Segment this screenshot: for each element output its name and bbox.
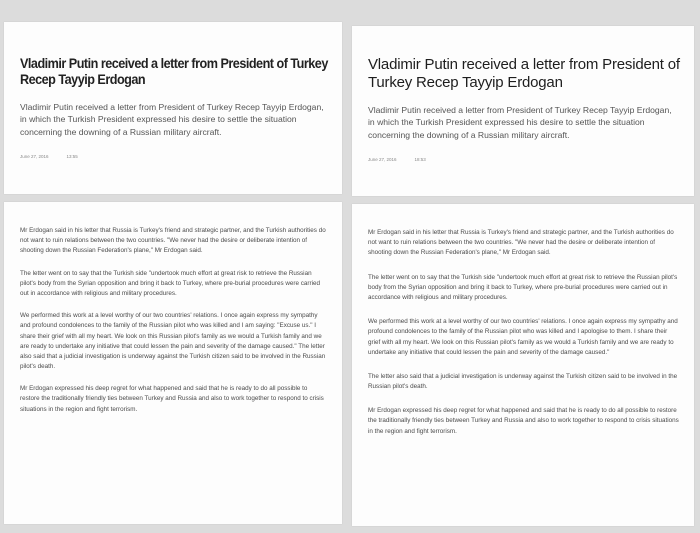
left-article-body	[4, 202, 342, 524]
right-paragraph: Mr Erdogan expressed his deep regret for what happened and said that he is ready to do all possible to restore the traditionally friendly ties between Turkey and Russia and also to work together to respond to crisis situations in the region and fight terrorism.	[368, 407, 679, 435]
left-paragraph: Mr Erdogan expressed his deep regret for what happened and said that he is ready to do all possible to restore the traditionally friendly ties between Turkey and Russia and also to work together to respond to crisis situations in the region and fight terrorism.	[20, 385, 324, 413]
right-article-time: 18:53	[414, 157, 426, 163]
right-paragraph: Mr Erdogan said in his letter that Russia is Turkey's friend and strategic partner, and the Turkish authorities do not want to ruin relations between the two countries. "We never had the desire or deliberate intention of shooting down the Russian Federation's plane," Mr Erdogan said.	[368, 229, 674, 257]
right-article-meta	[368, 157, 680, 162]
right-article-lead: Vladimir Putin received a letter from President of Turkey Recep Tayyip Erdogan, in which the Turkish President expressed his desire to settle the situation concerning the downing of a Russian military aircraft.	[368, 105, 672, 140]
right-paragraph: We performed this work at a level worthy of our two countries' relations. I once again express my sympathy and profound condolences to the family of the Russian pilot who was killed and I apologise to them. I share their grief with all my heart. We look on this Russian pilot's family as we would a Turkish family and we are ready to undertake any initiative that could lessen the pain and severity of the damage caused."	[368, 318, 678, 356]
left-paragraph: The letter went on to say that the Turkish side "undertook much effort at great risk to retrieve the Russian pilot's body from the Syrian opposition and bring it back to Turkey, where pre-burial procedures were carried out in accordance with religious and military procedures.	[20, 269, 320, 297]
left-article-lead: Vladimir Putin received a letter from President of Turkey Recep Tayyip Erdogan, in which the Turkish President expressed his desire to settle the situation concerning the downing of a Russian military aircraft.	[20, 101, 324, 137]
right-article-title: Vladimir Putin received a letter from President of Turkey Recep Tayyip Erdogan	[368, 56, 680, 91]
left-article-date: June 27, 2016	[20, 153, 49, 159]
right-article-body	[352, 204, 694, 526]
left-article-title: Vladimir Putin received a letter from President of Turkey Recep Tayyip Erdogan	[20, 56, 328, 88]
left-article-time: 13:55	[66, 153, 78, 159]
right-article-date: June 27, 2016	[368, 157, 397, 163]
right-article-header	[352, 26, 694, 196]
right-paragraph: The letter went on to say that the Turkish side "undertook much effort at great risk to retrieve the Russian pilot's body from the Syrian opposition and bring it back to Turkey, where pre-burial procedures were carried out in accordance with religious and military procedures.	[368, 273, 678, 301]
left-paragraph: Mr Erdogan said in his letter that Russia is Turkey's friend and strategic partner, and the Turkish authorities do not want to ruin relations between the two countries. "We never had the desire or deliberate intention of shooting down the Russian Federation's plane," Mr Erdogan said.	[20, 227, 326, 255]
left-paragraph: We performed this work at a level worthy of our two countries' relations. I once again express my sympathy and profound condolences to the family of the Russian pilot who was killed and I am saying: "Excuse us." I share their grief with all my heart. We look on this Russian pilot's family as we would a Turkish family and we are ready to undertake any initiative that could lessen the pain and severity of the damage caused." The letter also said that a judicial investigation is underway against the Turkish citizen said to be involved in the Russian pilot's death.	[20, 312, 326, 371]
right-paragraph: The letter also said that a judicial investigation is underway against the Turkish citizen said to be involved in the Russian pilot's death.	[368, 372, 678, 391]
left-article-meta	[20, 154, 328, 159]
left-article-header	[4, 22, 342, 194]
